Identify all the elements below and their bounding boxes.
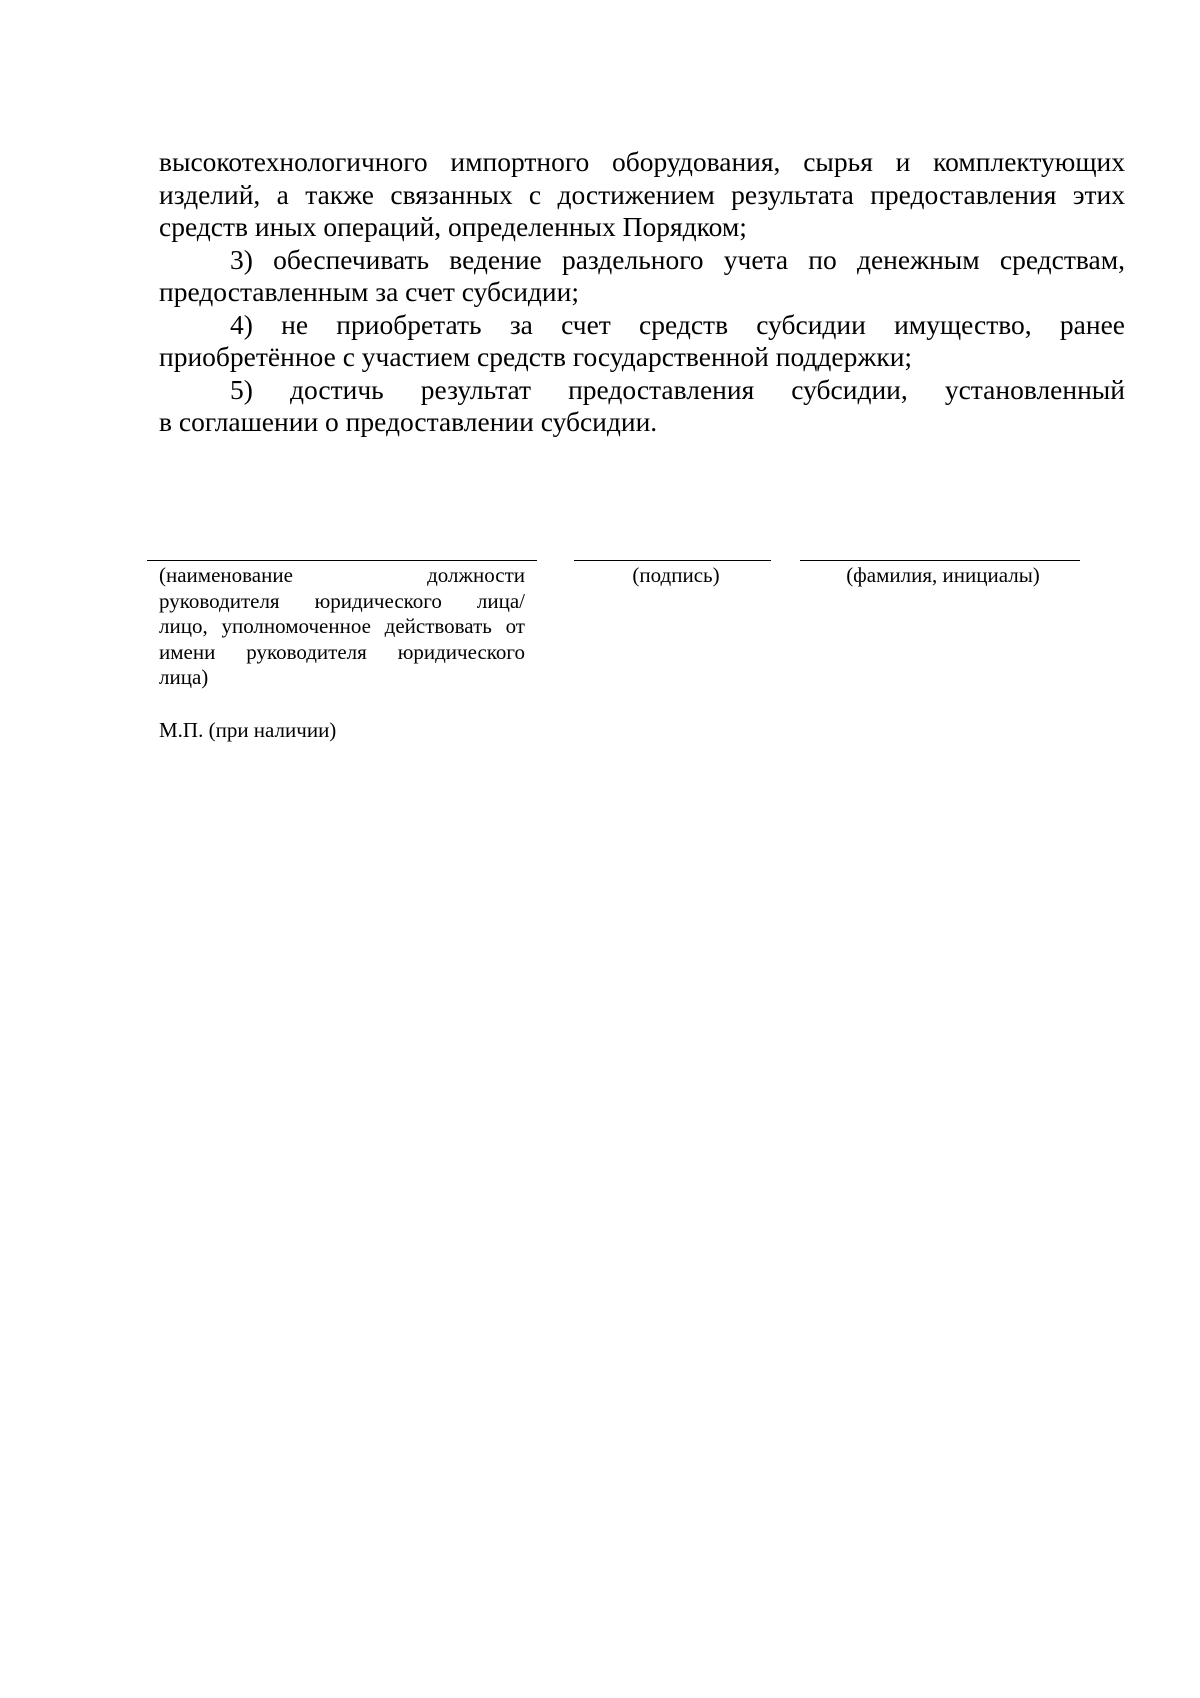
list-item-5-line: в соглашении о предоставлении субсидии. [159,406,658,437]
position-caption-line: (наименование должности [159,563,525,587]
position-signature-line [147,560,537,561]
position-caption-line: лица) [159,665,209,689]
name-signature-line [800,560,1080,561]
name-caption: (фамилия, инициалы) [846,563,1040,587]
document-body [159,146,1125,439]
signature-line [574,560,771,561]
position-caption [159,563,525,691]
position-caption-line: лицо, уполномоченное действовать от [159,614,525,638]
list-item-4-line: приобретённое с участием средств государственной поддержки; [159,341,913,372]
list-item-3-line: 3) обеспечивать ведение раздельного учета по денежным средствам, [230,243,1125,275]
position-caption-line: руководителя юридического лица/ [159,588,525,613]
body-line: высокотехнологичного импортного оборудования, сырья и комплектующих [159,146,1125,177]
body-line: изделий, а также связанных с достижением результата предоставления этих [159,178,1125,210]
list-item-5-line: 5) достичь результат предоставления субсидии, установленный [230,373,1125,405]
signature-caption: (подпись) [632,563,720,587]
position-caption-line: имени руководителя юридического [159,639,525,664]
stamp-note: М.П. (при наличии) [159,718,337,742]
list-item-3-line: предоставленным за счет субсидии; [159,276,579,307]
list-item-4-line: 4) не приобретать за счет средств субсидии имущество, ранее [230,308,1125,340]
body-line: средств иных операций, определенных Порядком; [159,211,747,242]
